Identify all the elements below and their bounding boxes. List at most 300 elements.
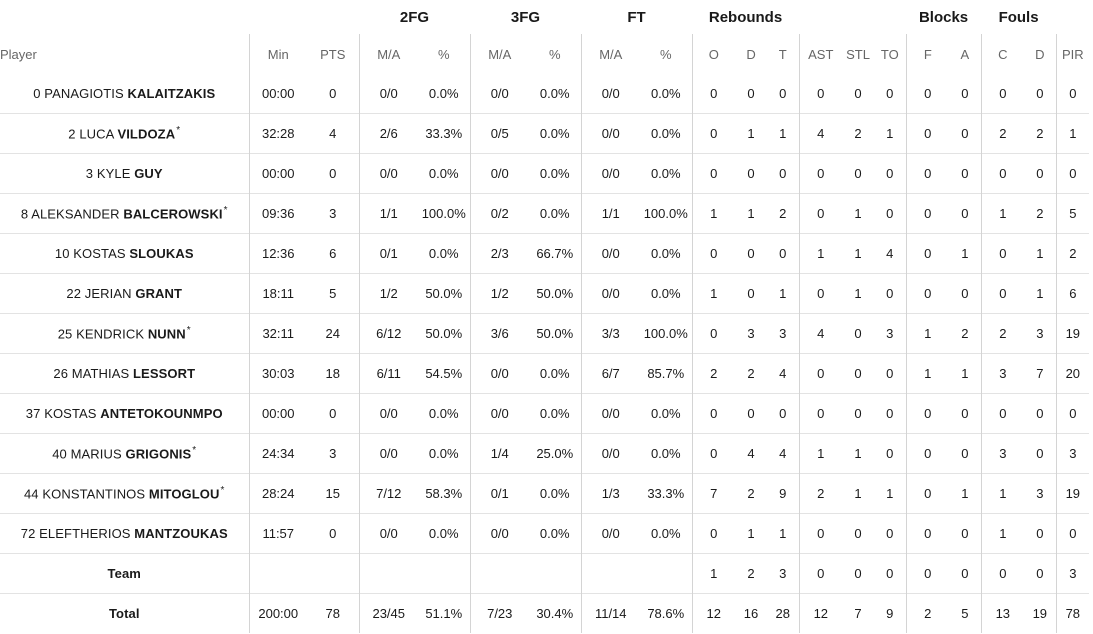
cell-to: 0 <box>874 394 906 434</box>
cell-fg2-ma: 23/45 <box>359 594 418 634</box>
cell-ft-pct: 0.0% <box>640 434 692 474</box>
cell-foul-d: 0 <box>1024 394 1056 434</box>
cell-reb-t: 3 <box>767 314 799 354</box>
player-last-name: VILDOZA <box>117 126 176 142</box>
cell-stl: 2 <box>842 114 874 154</box>
header-stl[interactable]: STL <box>846 46 870 62</box>
player-last-name: LESSORT <box>133 366 196 381</box>
player-name-cell[interactable] <box>0 154 249 194</box>
player-row[interactable] <box>0 114 1089 154</box>
cell-pts: 78 <box>307 594 359 634</box>
player-first-name: KONSTANTINOS <box>42 486 146 502</box>
player-last-name: MITOGLOU <box>148 486 220 502</box>
player-first-name: MARIUS <box>70 446 122 462</box>
cell-ft-ma: 0/0 <box>581 154 640 194</box>
cell-pts: 0 <box>307 154 359 194</box>
cell-fg3-ma: 7/23 <box>470 594 529 634</box>
cell-blk-a: 0 <box>949 514 981 554</box>
cell-to: 0 <box>874 194 906 234</box>
cell-pir: 3 <box>1056 434 1089 474</box>
player-row[interactable] <box>0 234 1089 274</box>
cell-blk-f: 2 <box>906 594 949 634</box>
cell-reb-o: 12 <box>692 594 735 634</box>
player-number: 37 <box>25 406 41 421</box>
cell-blk-f: 0 <box>906 194 949 234</box>
player-first-name: KYLE <box>96 166 131 181</box>
cell-stl: 0 <box>842 514 874 554</box>
cell-blk-a: 0 <box>949 154 981 194</box>
starter-marker: * <box>192 445 197 457</box>
cell-to: 9 <box>874 594 906 634</box>
cell-pts: 15 <box>307 474 359 514</box>
cell-blk-f: 1 <box>906 354 949 394</box>
cell-stl: 1 <box>842 274 874 314</box>
cell-reb-d: 1 <box>735 194 767 234</box>
cell-reb-o: 7 <box>692 474 735 514</box>
cell-min: 00:00 <box>249 154 307 194</box>
cell-pts: 24 <box>307 314 359 354</box>
player-row[interactable] <box>0 514 1089 554</box>
group-3fg: 3FG <box>510 8 541 26</box>
cell-stl: 0 <box>842 354 874 394</box>
cell-ft-pct: 100.0% <box>640 314 692 354</box>
cell-foul-c: 2 <box>981 314 1024 354</box>
cell-ast: 12 <box>799 594 842 634</box>
team-label: Team <box>0 554 249 594</box>
header-to[interactable]: TO <box>880 46 899 62</box>
cell-fg3-ma: 0/2 <box>470 194 529 234</box>
cell-fg3-pct: 0.0% <box>539 86 570 101</box>
cell-pts: 0 <box>329 86 337 101</box>
cell-ft-ma: 0/0 <box>581 234 640 274</box>
cell-ft-pct: 0.0% <box>650 86 681 101</box>
cell-min: 00:00 <box>249 394 307 434</box>
header-player[interactable]: Player <box>0 46 37 62</box>
cell-fg2-pct: 0.0% <box>428 86 459 101</box>
cell-ast: 1 <box>799 434 842 474</box>
cell-fg2-ma: 7/12 <box>359 474 418 514</box>
cell-fg3-pct: 0.0% <box>529 194 581 234</box>
cell-reb-t: 4 <box>767 354 799 394</box>
cell-reb-o: 1 <box>692 194 735 234</box>
cell-to: 1 <box>874 474 906 514</box>
header-ft-pct[interactable]: % <box>659 46 672 62</box>
cell-ft-pct: 0.0% <box>640 234 692 274</box>
cell-reb-o: 2 <box>692 354 735 394</box>
cell-to: 4 <box>874 234 906 274</box>
cell-reb-o: 0 <box>692 434 735 474</box>
header-foul-c[interactable]: C <box>981 34 1024 74</box>
cell-reb-d: 0 <box>747 86 755 101</box>
cell-foul-c: 1 <box>981 474 1024 514</box>
group-ft: FT <box>627 8 646 26</box>
cell-foul-c: 3 <box>981 354 1024 394</box>
cell-ft-pct <box>640 554 692 594</box>
player-last-name: GUY <box>134 166 163 181</box>
cell-blk-f: 0 <box>906 554 949 594</box>
cell-pts: 4 <box>307 114 359 154</box>
cell-fg2-ma: 0/1 <box>359 234 418 274</box>
cell-reb-d: 16 <box>735 594 767 634</box>
cell-stl: 1 <box>842 194 874 234</box>
cell-foul-d: 19 <box>1024 594 1056 634</box>
player-number: 0 <box>33 86 41 101</box>
player-last-name: GRANT <box>135 286 183 301</box>
cell-stl: 0 <box>842 154 874 194</box>
player-name-cell[interactable] <box>0 514 249 554</box>
cell-ft-pct: 0.0% <box>640 274 692 314</box>
cell-blk-f: 0 <box>906 434 949 474</box>
cell-stl: 1 <box>842 474 874 514</box>
player-last-name: SLOUKAS <box>129 246 194 261</box>
player-row[interactable] <box>0 354 1089 394</box>
header-foul-d[interactable]: D <box>1035 46 1045 62</box>
cell-fg3-pct: 0.0% <box>529 514 581 554</box>
cell-ast: 0 <box>799 394 842 434</box>
cell-min: 00:00 <box>249 74 307 114</box>
cell-to: 0 <box>874 354 906 394</box>
header-pir[interactable]: PIR <box>1056 34 1089 74</box>
cell-foul-c: 13 <box>981 594 1024 634</box>
cell-to: 3 <box>874 314 906 354</box>
cell-ast: 0 <box>799 194 842 234</box>
header-3fg-ma[interactable]: M/A <box>470 34 529 74</box>
player-first-name: KOSTAS <box>44 406 97 421</box>
column-header-row <box>0 34 1089 74</box>
header-2fg-ma[interactable]: M/A <box>359 34 418 74</box>
player-number: 72 <box>20 526 36 541</box>
cell-ft-ma <box>581 554 640 594</box>
player-number: 2 <box>68 126 76 142</box>
player-name-cell[interactable] <box>0 354 249 394</box>
header-3fg-pct[interactable]: % <box>548 46 561 62</box>
cell-foul-d: 3 <box>1024 474 1056 514</box>
header-blk-a[interactable]: A <box>960 46 970 62</box>
cell-blk-a: 5 <box>949 594 981 634</box>
cell-reb-d: 2 <box>735 474 767 514</box>
player-name-cell[interactable] <box>0 274 249 314</box>
cell-ft-pct: 85.7% <box>640 354 692 394</box>
player-number: 25 <box>57 326 73 342</box>
cell-stl: 1 <box>842 234 874 274</box>
cell-min: 12:36 <box>249 234 307 274</box>
cell-reb-t: 9 <box>767 474 799 514</box>
player-number: 10 <box>54 246 70 261</box>
cell-pts: 0 <box>307 394 359 434</box>
cell-reb-o: 1 <box>692 274 735 314</box>
cell-fg3-ma: 0/5 <box>470 114 529 154</box>
cell-fg3-pct <box>529 554 581 594</box>
cell-ft-pct: 0.0% <box>640 154 692 194</box>
cell-ft-ma: 0/0 <box>581 274 640 314</box>
cell-fg3-pct: 0.0% <box>529 154 581 194</box>
header-ast[interactable]: AST <box>799 34 842 74</box>
cell-reb-d: 4 <box>735 434 767 474</box>
cell-pts: 3 <box>307 194 359 234</box>
cell-reb-d: 0 <box>735 274 767 314</box>
player-row[interactable] <box>0 394 1089 434</box>
cell-fg2-ma: 0/0 <box>359 434 418 474</box>
player-name-cell[interactable] <box>0 234 249 274</box>
cell-foul-d: 0 <box>1024 434 1056 474</box>
cell-pts <box>307 554 359 594</box>
player-name-cell[interactable] <box>0 114 249 154</box>
cell-fg3-pct: 50.0% <box>529 274 581 314</box>
starter-marker: * <box>186 325 191 337</box>
cell-pir: 5 <box>1056 194 1089 234</box>
player-row[interactable] <box>0 434 1089 474</box>
cell-foul-d: 0 <box>1036 86 1044 101</box>
cell-fg2-ma: 6/12 <box>359 314 418 354</box>
cell-fg3-ma: 0/0 <box>470 354 529 394</box>
cell-pts: 3 <box>307 434 359 474</box>
starter-marker: * <box>220 485 225 497</box>
boxscore-body <box>0 74 1089 633</box>
cell-min: 11:57 <box>249 514 307 554</box>
cell-stl: 0 <box>842 554 874 594</box>
starter-marker: * <box>223 205 228 217</box>
cell-blk-f: 1 <box>906 314 949 354</box>
cell-foul-d: 0 <box>1024 514 1056 554</box>
cell-pir: 0 <box>1056 74 1089 114</box>
cell-ft-pct: 0.0% <box>640 394 692 434</box>
cell-reb-o: 0 <box>692 74 735 114</box>
cell-foul-d: 0 <box>1024 154 1056 194</box>
cell-foul-c: 0 <box>981 394 1024 434</box>
cell-foul-c: 0 <box>981 274 1024 314</box>
cell-to: 0 <box>874 514 906 554</box>
cell-fg2-ma: 1/1 <box>359 194 418 234</box>
cell-blk-f: 0 <box>906 234 949 274</box>
cell-to: 0 <box>874 554 906 594</box>
cell-blk-a: 2 <box>949 314 981 354</box>
cell-reb-t: 0 <box>767 234 799 274</box>
cell-reb-t: 1 <box>767 514 799 554</box>
cell-fg2-pct: 33.3% <box>418 114 470 154</box>
cell-ft-ma: 11/14 <box>581 594 640 634</box>
cell-foul-c: 0 <box>981 154 1024 194</box>
cell-foul-c: 3 <box>981 434 1024 474</box>
cell-ast: 0 <box>799 354 842 394</box>
player-name-cell[interactable] <box>0 74 249 114</box>
cell-to: 1 <box>874 114 906 154</box>
cell-blk-a: 0 <box>949 554 981 594</box>
cell-blk-a: 0 <box>949 114 981 154</box>
cell-blk-a: 1 <box>949 354 981 394</box>
cell-ft-pct: 100.0% <box>640 194 692 234</box>
cell-reb-o: 0 <box>692 234 735 274</box>
cell-ast: 0 <box>799 514 842 554</box>
cell-ft-ma: 3/3 <box>581 314 640 354</box>
cell-pts: 0 <box>307 514 359 554</box>
cell-fg2-ma: 1/2 <box>359 274 418 314</box>
cell-fg2-ma: 0/0 <box>359 154 418 194</box>
player-number: 22 <box>66 286 82 301</box>
cell-min: 28:24 <box>249 474 307 514</box>
cell-fg3-pct: 0.0% <box>529 114 581 154</box>
cell-ft-ma: 0/0 <box>581 394 640 434</box>
group-blocks: Blocks <box>918 8 969 26</box>
player-first-name: KOSTAS <box>73 246 126 261</box>
header-pts[interactable]: PTS <box>320 46 346 62</box>
cell-fg3-pct: 30.4% <box>529 594 581 634</box>
cell-pir: 0 <box>1056 154 1089 194</box>
cell-fg3-ma: 3/6 <box>470 314 529 354</box>
cell-reb-d: 0 <box>735 154 767 194</box>
cell-pts: 18 <box>307 354 359 394</box>
player-last-name: KALAITZAKIS <box>127 86 216 101</box>
group-rebounds: Rebounds <box>708 8 783 26</box>
player-last-name: NUNN <box>147 326 186 342</box>
player-name-cell[interactable] <box>0 194 249 234</box>
cell-blk-a: 0 <box>961 86 969 101</box>
cell-to: 0 <box>874 274 906 314</box>
cell-pir: 78 <box>1056 594 1089 634</box>
player-last-name: BALCEROWSKI <box>123 206 223 222</box>
cell-blk-f: 0 <box>906 514 949 554</box>
cell-reb-o: 0 <box>692 154 735 194</box>
cell-blk-a: 1 <box>949 234 981 274</box>
cell-reb-t: 28 <box>767 594 799 634</box>
cell-foul-c: 0 <box>981 234 1024 274</box>
cell-foul-d: 1 <box>1024 234 1056 274</box>
cell-foul-c: 1 <box>981 194 1024 234</box>
cell-reb-o: 0 <box>692 394 735 434</box>
cell-fg2-pct: 0.0% <box>418 154 470 194</box>
cell-fg3-ma: 0/0 <box>470 394 529 434</box>
cell-ast: 4 <box>799 314 842 354</box>
cell-blk-a: 1 <box>949 474 981 514</box>
player-row[interactable] <box>0 154 1089 194</box>
starter-marker: * <box>176 125 181 137</box>
cell-ft-ma: 0/0 <box>581 514 640 554</box>
header-reb-d[interactable]: D <box>746 46 756 62</box>
player-row[interactable] <box>0 74 1089 114</box>
header-min[interactable]: Min <box>249 34 307 74</box>
cell-foul-d: 7 <box>1024 354 1056 394</box>
cell-stl: 1 <box>842 434 874 474</box>
cell-reb-t: 1 <box>767 114 799 154</box>
player-number: 26 <box>53 366 69 381</box>
cell-pir: 3 <box>1056 554 1089 594</box>
player-first-name: MATHIAS <box>71 366 130 381</box>
cell-fg3-pct: 0.0% <box>529 394 581 434</box>
header-reb-t[interactable]: T <box>778 46 787 62</box>
cell-pir: 0 <box>1056 514 1089 554</box>
cell-reb-t: 1 <box>767 274 799 314</box>
cell-blk-a: 0 <box>949 194 981 234</box>
cell-min <box>249 554 307 594</box>
cell-fg3-ma: 0/0 <box>470 514 529 554</box>
cell-reb-d: 3 <box>735 314 767 354</box>
cell-ast: 0 <box>799 154 842 194</box>
player-name-cell[interactable] <box>0 394 249 434</box>
cell-fg2-pct: 100.0% <box>418 194 470 234</box>
player-number: 8 <box>20 206 29 222</box>
cell-pir: 1 <box>1056 114 1089 154</box>
cell-ft-pct: 0.0% <box>640 114 692 154</box>
cell-blk-f: 0 <box>906 394 949 434</box>
cell-fg3-ma: 0/0 <box>470 74 529 114</box>
cell-fg3-ma <box>470 554 529 594</box>
player-name-cell[interactable] <box>0 434 249 474</box>
cell-fg2-ma: 0/0 <box>359 514 418 554</box>
cell-fg3-pct: 50.0% <box>529 314 581 354</box>
cell-ft-ma: 0/0 <box>581 74 640 114</box>
cell-foul-d: 3 <box>1024 314 1056 354</box>
group-header-row <box>0 0 1089 34</box>
player-row[interactable] <box>0 474 1089 514</box>
player-row[interactable] <box>0 314 1089 354</box>
cell-min: 09:36 <box>249 194 307 234</box>
cell-stl: 7 <box>842 594 874 634</box>
cell-foul-d: 2 <box>1024 194 1056 234</box>
player-row[interactable] <box>0 274 1089 314</box>
cell-foul-c: 2 <box>981 114 1024 154</box>
cell-fg3-ma: 1/4 <box>470 434 529 474</box>
cell-reb-d: 0 <box>735 394 767 434</box>
group-fouls: Fouls <box>998 8 1039 26</box>
header-blk-f[interactable]: F <box>906 34 949 74</box>
header-2fg-pct[interactable]: % <box>437 46 450 62</box>
header-ft-ma[interactable]: M/A <box>581 34 640 74</box>
cell-ft-ma: 0/0 <box>581 114 640 154</box>
cell-fg2-pct: 0.0% <box>418 514 470 554</box>
cell-reb-o: 0 <box>692 114 735 154</box>
player-number: 3 <box>85 166 94 181</box>
cell-reb-t: 4 <box>767 434 799 474</box>
cell-ast: 2 <box>799 474 842 514</box>
cell-blk-a: 0 <box>949 434 981 474</box>
cell-to: 0 <box>874 434 906 474</box>
cell-min: 32:11 <box>249 314 307 354</box>
cell-pir: 2 <box>1056 234 1089 274</box>
cell-reb-t: 0 <box>779 86 787 101</box>
cell-ft-pct: 33.3% <box>640 474 692 514</box>
player-first-name: JERIAN <box>84 286 132 301</box>
cell-ast: 0 <box>799 274 842 314</box>
cell-blk-a: 0 <box>949 274 981 314</box>
total-label: Total <box>0 594 249 634</box>
cell-ast: 1 <box>799 234 842 274</box>
cell-reb-t: 0 <box>767 394 799 434</box>
cell-pir: 6 <box>1056 274 1089 314</box>
cell-foul-c: 0 <box>981 74 1024 114</box>
cell-pir: 19 <box>1056 314 1089 354</box>
cell-fg2-ma: 0/0 <box>359 74 418 114</box>
player-last-name: GRIGONIS <box>125 446 192 462</box>
cell-fg2-pct: 0.0% <box>418 394 470 434</box>
cell-fg3-pct: 0.0% <box>529 354 581 394</box>
cell-stl: 0 <box>842 394 874 434</box>
player-row[interactable] <box>0 194 1089 234</box>
cell-fg2-pct: 54.5% <box>418 354 470 394</box>
header-reb-o[interactable]: O <box>692 34 735 74</box>
cell-fg3-ma: 0/0 <box>470 154 529 194</box>
cell-fg2-ma <box>359 554 418 594</box>
cell-foul-c: 1 <box>981 514 1024 554</box>
cell-pir: 19 <box>1056 474 1089 514</box>
cell-reb-t: 0 <box>767 154 799 194</box>
cell-pts: 6 <box>307 234 359 274</box>
cell-reb-d: 1 <box>735 114 767 154</box>
player-name-cell[interactable] <box>0 474 249 514</box>
player-name-cell[interactable] <box>0 314 249 354</box>
cell-fg3-pct: 25.0% <box>529 434 581 474</box>
player-last-name: MANTZOUKAS <box>134 526 228 541</box>
cell-fg2-pct: 50.0% <box>418 314 470 354</box>
cell-fg2-ma: 6/11 <box>359 354 418 394</box>
